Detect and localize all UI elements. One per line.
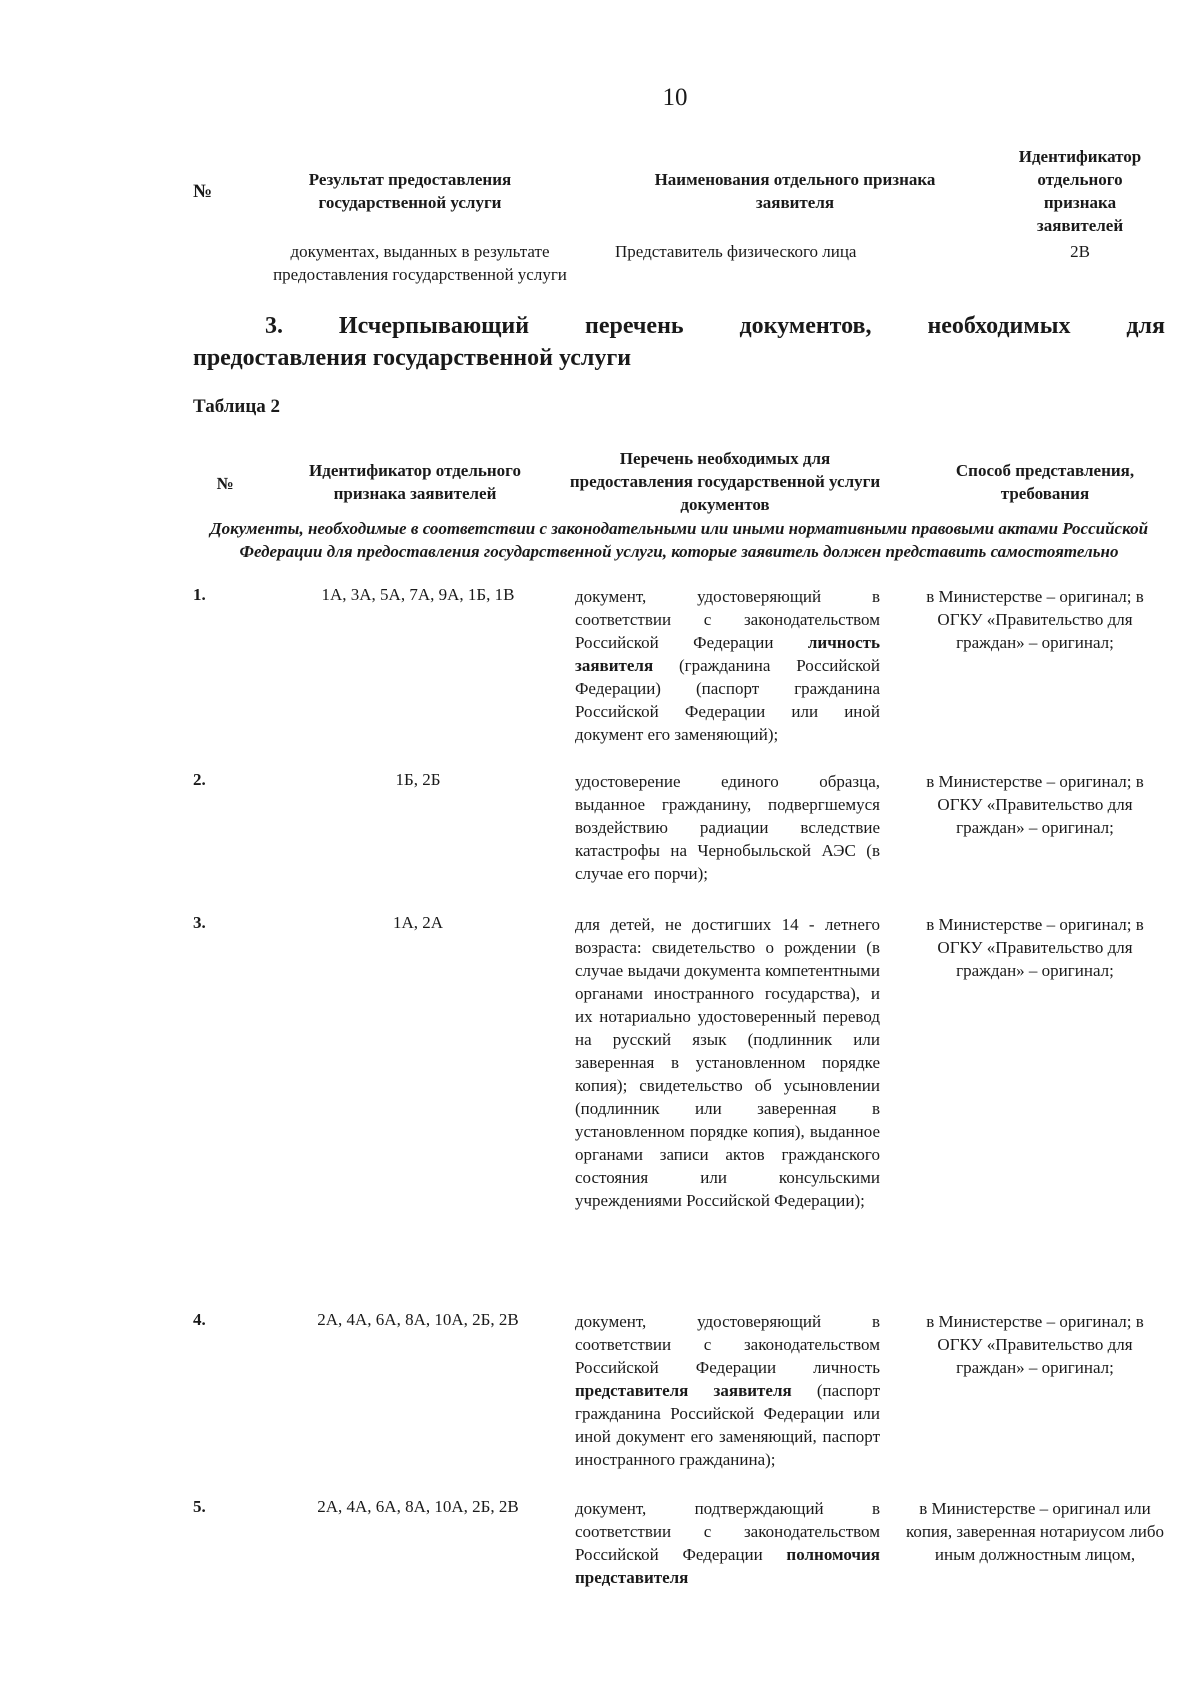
row-ids: 2А, 4А, 6А, 8А, 10А, 2Б, 2В (317, 1497, 519, 1516)
row-number: 2. (193, 770, 206, 789)
section-heading-line2: предоставления государственной услуги (193, 345, 632, 371)
table1-cell-result: документах, выданных в результате предоставления государственной услуги (273, 242, 567, 284)
table2-header-ids: Идентификатор отдельного признака заявителей (309, 461, 521, 503)
table1-header-feature-name: Наименования отдельного признака заявителя (654, 170, 936, 212)
section-word: перечень (585, 313, 684, 339)
row-document: для детей, не достигших 14 - летнего возраста: свидетельство о рождении (в случае выдачи документа компетентными органами иностранного государства), и их нотариально удостоверенный перевод на русский язык (подлинник или заверенная в установленном порядке копия); свидетельство об усыновлении (подлинник или заверенная в установленном порядке копия), выданное органами записи актов гражданского состояния или консульскими учреждениями Российской Федерации); (575, 915, 880, 1210)
row-method: в Министерстве – оригинал; в ОГКУ «Правительство для граждан» – оригинал; (926, 772, 1144, 837)
section-word: документов, (739, 313, 872, 339)
section-number: 3. (265, 313, 283, 339)
table-label: Таблица 2 (193, 396, 281, 417)
row-ids: 1А, 2А (392, 913, 444, 932)
row-method: в Министерстве – оригинал; в ОГКУ «Правительство для граждан» – оригинал; (926, 1312, 1144, 1377)
row-ids: 1Б, 2Б (395, 770, 441, 789)
row-method: в Министерстве – оригинал; в ОГКУ «Правительство для граждан» – оригинал; (926, 915, 1144, 980)
row-number: 3. (193, 913, 206, 932)
row-document: документ, удостоверяющий в соответствии с законодательством Российской Федерации личность представителя заявителя (паспорт гражданина Российской Федерации или иной документ его заменяющий, паспорт иностранного гражданина); (575, 1312, 881, 1469)
row-number: 4. (193, 1310, 206, 1329)
table1-header-feature-id: Идентификатор отдельного признака заявителей (1018, 147, 1142, 235)
section-word: для (1126, 313, 1165, 339)
table2-subheader: Документы, необходимые в соответствии с законодательными или иными нормативными правовыми актами Российской Федерации для предоставления государственной услуги, которые заявитель должен представить самостоятельно (209, 519, 1149, 561)
row-document: документ, удостоверяющий в соответствии с законодательством Российской Федерации личность заявителя (гражданина Российской Федерации) (паспорт гражданина Российской Федерации или иной документ его заменяющий); (575, 587, 880, 744)
row-number: 5. (193, 1497, 206, 1516)
table1-header-number: № (193, 181, 213, 202)
table1-cell-feature-name: Представитель физического лица (615, 242, 857, 261)
section-word: Исчерпывающий (338, 313, 530, 339)
section-word: необходимых (927, 313, 1071, 339)
table1-cell-feature-id: 2В (1070, 242, 1090, 261)
table2-header-docs: Перечень необходимых для предоставления государственной услуги документов (569, 449, 881, 514)
row-ids: 2А, 4А, 6А, 8А, 10А, 2Б, 2В (317, 1310, 519, 1329)
table1-header-result: Результат предоставления государственной услуги (308, 170, 512, 212)
section-heading (193, 310, 1165, 374)
row-method: в Министерстве – оригинал или копия, заверенная нотариусом либо иным должностным лицом, (905, 1499, 1165, 1564)
row-document: документ, подтверждающий в соответствии с законодательством Российской Федерации полномочия представителя (575, 1499, 880, 1587)
page-number: 10 (662, 84, 688, 111)
table2-header-method: Способ представления, требования (955, 461, 1135, 503)
row-ids: 1А, 3А, 5А, 7А, 9А, 1Б, 1В (321, 585, 515, 604)
row-document: удостоверение единого образца, выданное гражданину, подвергшемуся воздействию радиации вследствие катастрофы на Чернобыльской АЭС (в случае его порчи); (575, 772, 880, 883)
row-number: 1. (193, 585, 206, 604)
row-method: в Министерстве – оригинал; в ОГКУ «Правительство для граждан» – оригинал; (926, 587, 1144, 652)
table2-header-number: № (216, 474, 234, 493)
